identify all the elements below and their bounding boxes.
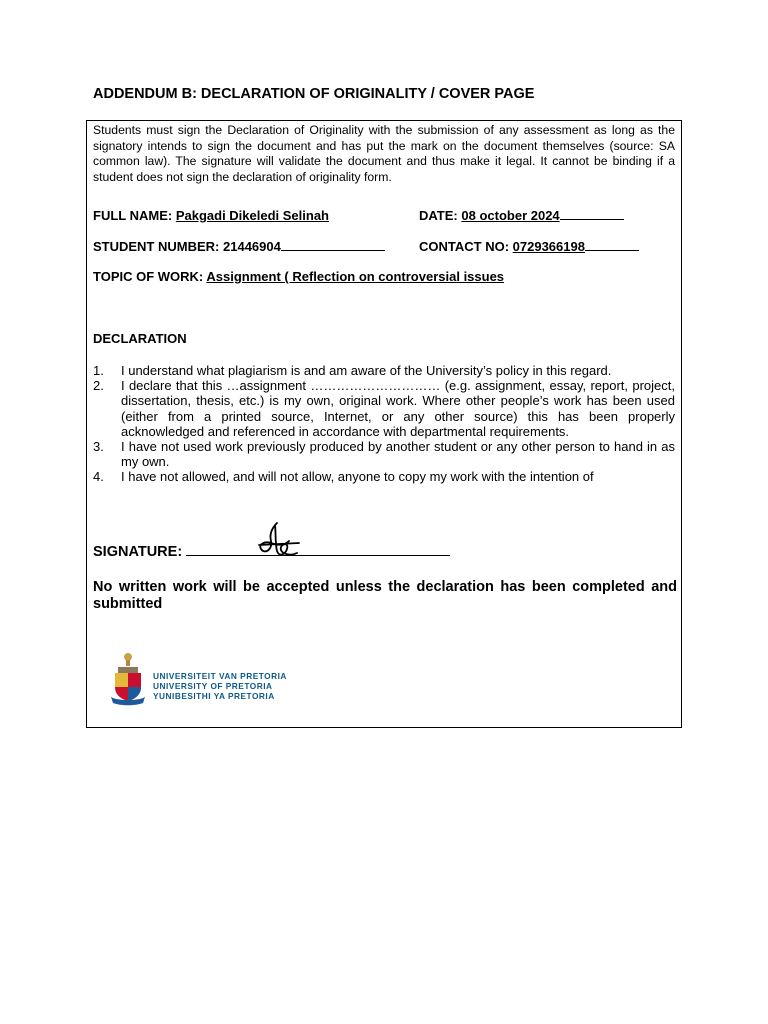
declaration-heading: DECLARATION xyxy=(93,331,187,346)
list-item-text: I have not allowed, and will not allow, anyone to copy my work with the intention of xyxy=(121,469,594,485)
list-item-text: I declare that this …assignment ………………………… (e.g. assignment, essay, report, project, dissertation, thesis, etc.) is my own, original work. Where other people’s work has been used (either from a printed source, Internet, or any other source) this has been properly acknowledged and referenced in accordance with departmental requirements. xyxy=(121,378,675,439)
declaration-list xyxy=(93,363,675,503)
list-item-text: I have not used work previously produced by another student or any other person to hand in as my own. xyxy=(121,439,675,470)
university-logo xyxy=(109,651,289,711)
declaration-form-box xyxy=(86,120,682,728)
page-title: ADDENDUM B: DECLARATION OF ORIGINALITY / COVER PAGE xyxy=(93,86,535,102)
signature-label: SIGNATURE: xyxy=(93,544,183,560)
list-item xyxy=(93,469,675,484)
university-name: UNIVERSITEIT VAN PRETORIA UNIVERSITY OF PRETORIA YUNIBESITHI YA PRETORIA xyxy=(153,671,287,701)
list-item xyxy=(93,439,675,469)
handwritten-signature xyxy=(255,519,303,563)
date-value: 08 october 2024 xyxy=(461,208,560,223)
student-number-label: STUDENT NUMBER: xyxy=(93,239,220,254)
signature-line xyxy=(186,541,450,556)
student-number-value: 21446904 xyxy=(223,239,281,254)
list-item-number: 4. xyxy=(93,469,104,485)
list-item-number: 1. xyxy=(93,363,104,378)
date-underline xyxy=(560,208,624,220)
list-item-text: I understand what plagiarism is and am aware of the University’s policy in this regard. xyxy=(121,363,612,378)
topic-row xyxy=(93,269,504,284)
student-number-row xyxy=(93,239,385,254)
contact-underline xyxy=(585,239,639,251)
university-crest-icon xyxy=(109,651,147,707)
full-name-row xyxy=(93,208,329,223)
topic-value: Assignment ( Reflection on controversial issues xyxy=(206,269,505,284)
list-item xyxy=(93,378,675,439)
full-name-value: Pakgadi Dikeledi Selinah xyxy=(175,208,329,223)
full-name-label: FULL NAME: xyxy=(93,208,173,223)
list-item-number: 3. xyxy=(93,439,104,455)
contact-label: CONTACT NO: xyxy=(419,239,510,254)
list-item-number: 2. xyxy=(93,378,104,394)
intro-paragraph: Students must sign the Declaration of Originality with the submission of any assessment as long as the signatory intends to sign the document and has put the mark on the document themselves (source: SA common law). The signature will validate the document and thus make it legal. It cannot be binding if a student does not sign the declaration of originality form. xyxy=(93,123,675,184)
date-row xyxy=(419,208,624,223)
contact-row xyxy=(419,239,639,254)
student-number-underline xyxy=(281,239,385,251)
submission-notice: No written work will be accepted unless the declaration has been completed and submitted xyxy=(93,579,677,612)
list-item xyxy=(93,363,675,378)
topic-label: TOPIC OF WORK: xyxy=(93,269,204,284)
contact-value: 0729366198 xyxy=(512,239,585,254)
date-label: DATE: xyxy=(419,208,458,223)
